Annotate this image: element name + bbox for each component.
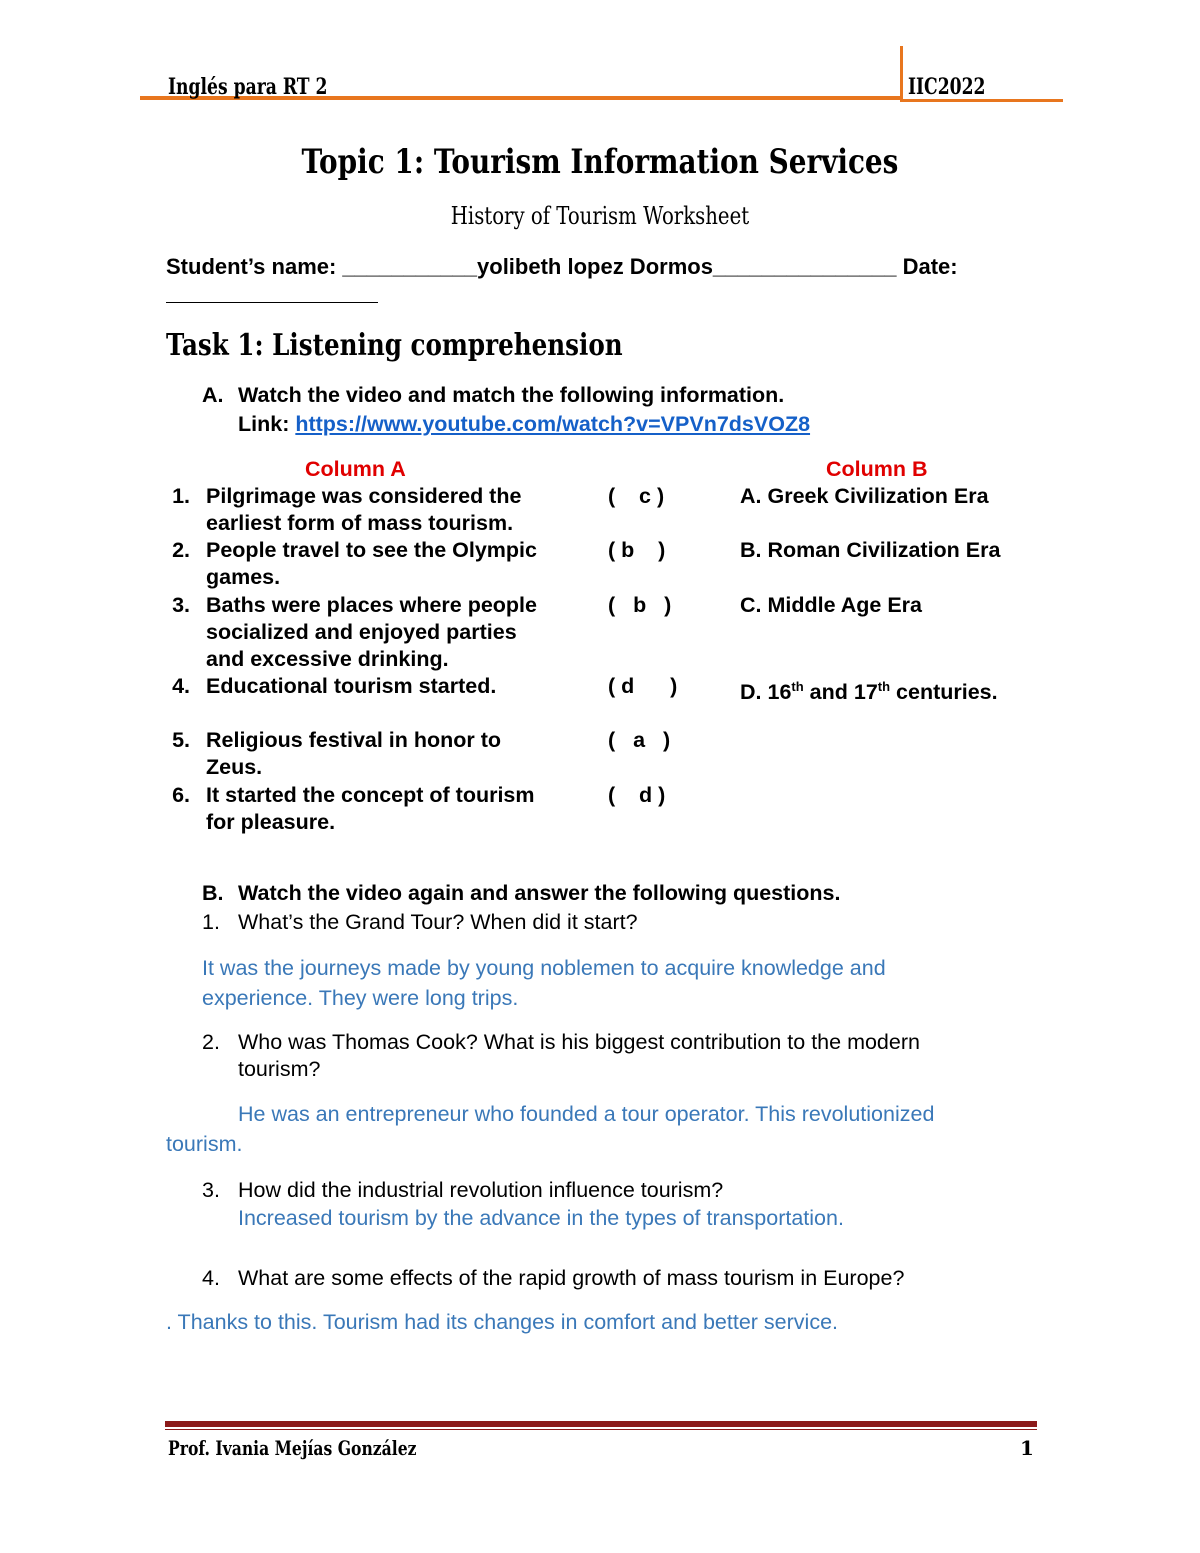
column-a-header: Column A [305,457,406,481]
page-subtitle: History of Tourism Worksheet [450,202,750,230]
task1-heading: Task 1: Listening comprehension [166,328,623,363]
answer-1: It was the journeys made by young noblemen to acquire knowledge and experience. They were long trips. [202,956,886,1010]
question-2-number: 2. [202,1030,220,1054]
item-2-text: People travel to see the Olympic games. [206,538,537,589]
item-5-answer: ( a ) [608,728,671,752]
item-2-number: 2. [172,538,190,562]
header-term: IIC2022 [908,74,986,100]
item-6-text: It started the concept of tourism for pleasure. [206,783,535,834]
item-1-answer: ( c ) [608,484,665,508]
item-3-number: 3. [172,593,190,617]
footer-rule [165,1429,1037,1430]
item-1-number: 1. [172,484,190,508]
question-4-text: What are some effects of the rapid growth of mass tourism in Europe? [238,1266,905,1290]
page-title: Topic 1: Tourism Information Services [301,142,899,182]
answer-3: Increased tourism by the advance in the types of transportation. [238,1206,844,1230]
item-4-number: 4. [172,674,190,698]
item-6-answer: ( d ) [608,783,666,807]
item-5-number: 5. [172,728,190,752]
footer-author: Prof. Ivania Mejías González [168,1436,417,1460]
question-2-text: Who was Thomas Cook? What is his biggest contribution to the modern tourism? [238,1030,920,1081]
option-d: D. 16th and 17th centuries. [740,679,998,705]
question-1-number: 1. [202,910,220,934]
question-3-number: 3. [202,1178,220,1202]
partA-link-row [238,411,810,438]
item-1-text: Pilgrimage was considered the earliest form of mass tourism. [206,484,522,535]
item-3-text: Baths were places where people socialized and enjoyed parties and excessive drinking. [206,593,537,671]
video-link[interactable]: https://www.youtube.com/watch?v=VPVn7dsVOZ8 [295,412,811,436]
date-blank [166,302,378,303]
option-a: A. Greek Civilization Era [740,484,989,508]
item-2-answer: ( b ) [608,538,666,562]
answer-4: . Thanks to this. Tourism had its changes in comfort and better service. [166,1310,839,1334]
item-3-answer: ( b ) [608,593,672,617]
answer-2-line2: tourism. [166,1132,243,1156]
student-name-line: Student’s name: ___________yolibeth lopez Dormos_______________ Date: [166,254,958,279]
footer-bar [165,1421,1037,1427]
header-course: Inglés para RT 2 [168,74,328,100]
question-4-number: 4. [202,1266,220,1290]
question-3-text: How did the industrial revolution influence tourism? [238,1178,724,1202]
partB-instruction: Watch the video again and answer the following questions. [238,881,841,905]
option-b: B. Roman Civilization Era [740,538,1001,562]
item-6-number: 6. [172,783,190,807]
partB-letter: B. [202,881,224,905]
partA-letter: A. [202,383,224,407]
answer-2-line1: He was an entrepreneur who founded a tour operator. This revolutionized [238,1102,935,1126]
item-4-answer: ( d ) [608,674,678,698]
header-vertical-rule [900,46,903,102]
option-c: C. Middle Age Era [740,593,922,617]
partA-instruction: Watch the video and match the following information. [238,383,785,407]
column-b-header: Column B [826,457,928,481]
item-5-text: Religious festival in honor to Zeus. [206,728,502,779]
question-1-text: What’s the Grand Tour? When did it start? [238,910,638,934]
item-4-text: Educational tourism started. [206,674,497,698]
page-number: 1 [1020,1436,1034,1460]
partA-link-label: Link: [238,412,296,436]
